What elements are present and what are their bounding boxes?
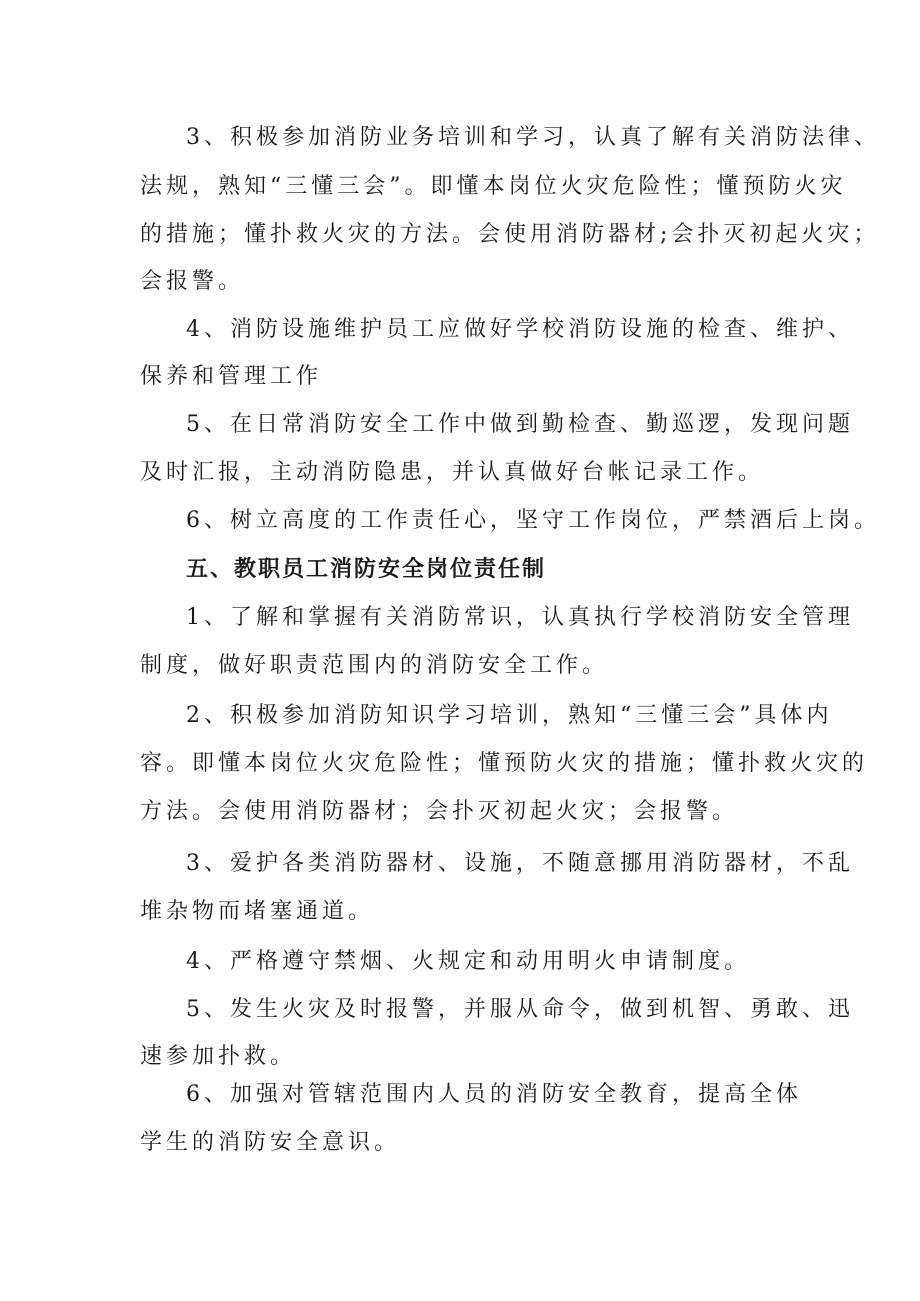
paragraph-line: 2、积极参加消防知识学习培训，熟知“三懂三会”具体内 [186, 703, 833, 728]
paragraph-line: 保养和管理工作 [140, 364, 323, 389]
paragraph-line: 速参加扑救。 [140, 1044, 297, 1069]
paragraph-line: 学生的消防安全意识。 [140, 1130, 401, 1155]
paragraph-line: 制度，做好职责范围内的消防安全工作。 [140, 653, 609, 678]
paragraph-line: 方法。会使用消防器材；会扑灭初起火灾；会报警。 [140, 799, 739, 824]
paragraph-line: 3、积极参加消防业务培训和学习，认真了解有关消防法律、 [186, 125, 880, 150]
paragraph-line: 及时汇报，主动消防隐患，并认真做好台帐记录工作。 [140, 460, 765, 485]
paragraph-line: 6、树立高度的工作责任心，坚守工作岗位，严禁酒后上岗。 [186, 508, 880, 533]
paragraph-line: 4、消防设施维护员工应做好学校消防设施的检查、维护、 [186, 317, 854, 342]
paragraph-line: 5、发生火灾及时报警，并服从命令，做到机智、勇敢、迅 [186, 997, 854, 1022]
paragraph-line: 1、了解和掌握有关消防常识，认真执行学校消防安全管理 [186, 605, 854, 630]
paragraph-line: 6、加强对管辖范围内人员的消防安全教育，提高全体 [186, 1082, 802, 1107]
paragraph-line: 堆杂物而堵塞通道。 [140, 899, 375, 924]
paragraph-line: 5、在日常消防安全工作中做到勤检查、勤巡逻，发现问题 [186, 412, 854, 437]
paragraph-line: 的措施；懂扑救火灾的方法。会使用消防器材;会扑灭初起火灾； [140, 222, 880, 247]
paragraph-line: 会报警。 [140, 269, 245, 294]
paragraph-line: 3、爱护各类消防器材、设施，不随意挪用消防器材，不乱 [186, 851, 854, 876]
section-heading: 五、教职员工消防安全岗位责任制 [186, 557, 547, 582]
paragraph-line: 容。即懂本岗位火灾危险性；懂预防火灾的措施；懂扑救火灾的 [140, 751, 869, 776]
paragraph-line: 4、严格遵守禁烟、火规定和动用明火申请制度。 [186, 949, 750, 974]
paragraph-line: 法规，熟知“三懂三会”。即懂本岗位火灾危险性；懂预防火灾 [140, 174, 847, 199]
